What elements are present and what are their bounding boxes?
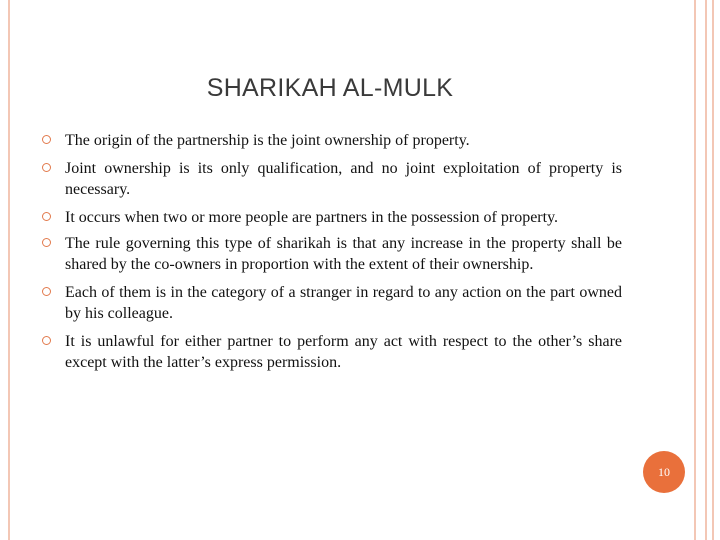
bullet-text: It occurs when two or more people are partners in the possession of property. <box>65 209 559 226</box>
page-number-badge <box>643 451 685 493</box>
circle-bullet-icon <box>42 163 51 172</box>
left-frame-line <box>8 0 10 540</box>
bullet-list <box>42 130 622 380</box>
bullet-text: Joint ownership is its only qualification, and no joint exploitation of property is necessary. <box>65 160 622 198</box>
bullet-text: Each of them is in the category of a stranger in regard to any action on the part owned by his colleague. <box>65 284 622 322</box>
slide-title: SHARIKAH AL-MULK <box>206 74 454 102</box>
right-frame-line <box>694 0 696 540</box>
bullet-text: The rule governing this type of sharikah is that any increase in the property shall be shared by the co-owners in proportion with the extent of their ownership. <box>65 235 622 273</box>
page-number: 10 <box>658 464 670 479</box>
circle-bullet-icon <box>42 287 51 296</box>
bullet-text: The origin of the partnership is the joint ownership of property. <box>65 132 470 149</box>
circle-bullet-icon <box>42 135 51 144</box>
bullet-text: It is unlawful for either partner to perform any act with respect to the other’s share except with the latter’s express permission. <box>65 333 622 371</box>
circle-bullet-icon <box>42 212 51 221</box>
bullet-item <box>42 282 622 324</box>
right-frame-line <box>712 0 714 540</box>
circle-bullet-icon <box>42 336 51 345</box>
bullet-item <box>42 233 622 275</box>
bullet-item <box>42 158 622 200</box>
right-frame-line <box>705 0 707 540</box>
bullet-item <box>42 207 622 228</box>
bullet-item <box>42 130 622 151</box>
circle-bullet-icon <box>42 238 51 247</box>
bullet-item <box>42 331 622 373</box>
